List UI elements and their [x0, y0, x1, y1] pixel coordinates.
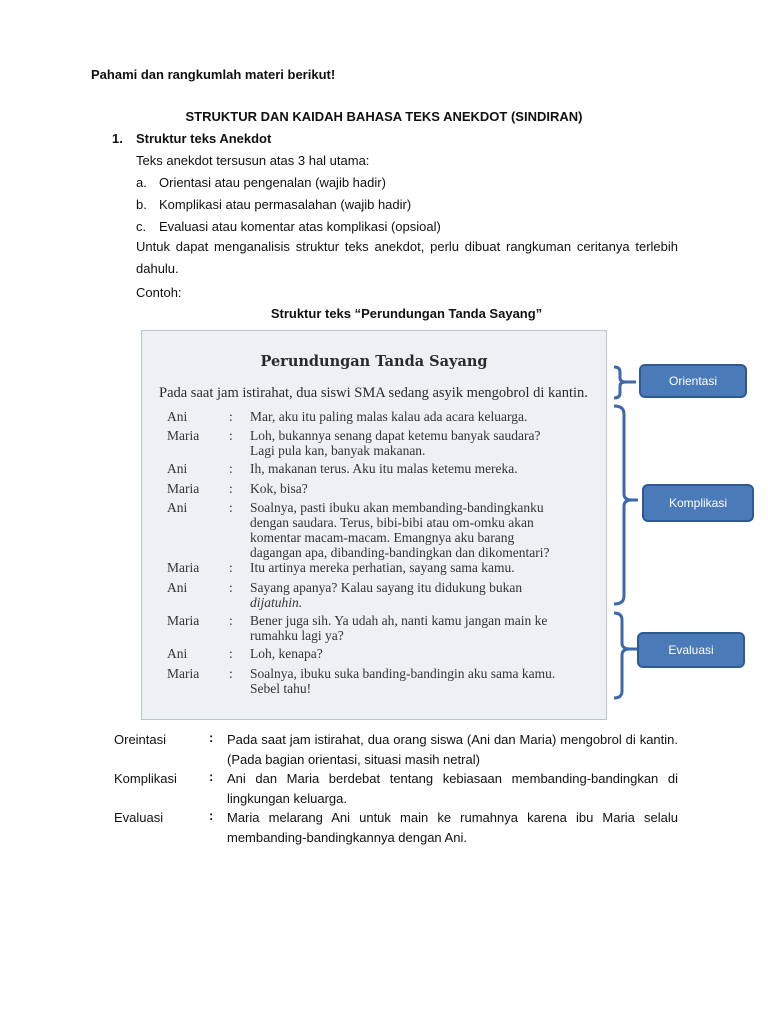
- dialogue-speaker: Maria: [167, 428, 200, 443]
- story-title: Perundungan Tanda Sayang: [260, 353, 488, 370]
- dialogue-line: Loh, bukannya senang dapat ketemu banyak saudara?: [250, 428, 541, 443]
- section-intro: Teks anekdot tersusun atas 3 hal utama:: [136, 153, 370, 168]
- section-number: 1.: [112, 131, 123, 146]
- example-label: Contoh:: [136, 285, 182, 300]
- dialogue-colon: :: [229, 409, 233, 424]
- dialogue-colon: :: [229, 613, 233, 628]
- dialogue-line: Soalnya, ibuku suka banding-bandingin aku sama kamu.: [250, 666, 556, 681]
- komplikasi-bracket: [614, 406, 632, 604]
- list-marker-a: a.: [136, 175, 147, 190]
- dialogue-line: rumahku lagi ya?: [250, 628, 344, 643]
- figure-caption: Struktur teks “Perundungan Tanda Sayang”: [270, 306, 543, 321]
- dialogue-line: Loh, kenapa?: [250, 646, 323, 661]
- dialogue-line: dengan saudara. Terus, bibi-bibi atau om-omku akan: [250, 515, 534, 530]
- bracket-graphic: [608, 360, 638, 710]
- dialogue-colon: :: [229, 646, 233, 661]
- list-item-c: Evaluasi atau komentar atas komplikasi (opsioal): [159, 219, 441, 234]
- summary-sep: :: [209, 769, 214, 784]
- summary-key: Komplikasi: [114, 771, 177, 786]
- dialogue-speaker: Maria: [167, 666, 200, 681]
- dialogue-line: Itu artinya mereka perhatian, sayang sama kamu.: [250, 560, 515, 575]
- summary-sep: :: [209, 730, 214, 745]
- story-figure: [141, 330, 607, 720]
- evaluasi-bracket: [614, 613, 630, 698]
- dialogue-line: Sayang apanya? Kalau sayang itu didukung bukan: [250, 580, 523, 595]
- dialogue-colon: :: [229, 461, 233, 476]
- dialogue-colon: :: [229, 666, 233, 681]
- dialogue-line: Lagi pula kan, banyak makanan.: [250, 443, 426, 458]
- dialogue-line: dijatuhin.: [250, 595, 303, 610]
- dialogue-speaker: Ani: [167, 461, 188, 476]
- dialogue-line: Mar, aku itu paling malas kalau ada acara keluarga.: [250, 409, 528, 424]
- list-item-a: Orientasi atau pengenalan (wajib hadir): [159, 175, 386, 190]
- label-orientasi: Orientasi: [639, 364, 747, 398]
- dialogue-colon: :: [229, 500, 233, 515]
- dialogue-line: Bener juga sih. Ya udah ah, nanti kamu jangan main ke: [250, 613, 548, 628]
- dialogue-speaker: Ani: [167, 580, 188, 595]
- list-item-b: Komplikasi atau permasalahan (wajib hadir): [159, 197, 412, 212]
- summary-value: Maria melarang Ani untuk main ke rumahnya karena ibu Maria selalu membanding-bandingkannya dengan Ani.: [227, 810, 678, 845]
- summary-sep: :: [209, 808, 214, 823]
- instruction-text: Pahami dan rangkumlah materi berikut!: [91, 67, 336, 82]
- main-title: STRUKTUR DAN KAIDAH BAHASA TEKS ANEKDOT (SINDIRAN): [185, 109, 583, 124]
- list-marker-b: b.: [136, 197, 147, 212]
- dialogue-line: komentar macam-macam. Emangnya aku barang: [250, 530, 515, 545]
- section-paragraph: Untuk dapat menganalisis struktur teks anekdot, perlu dibuat rangkuman ceritanya terlebih dahulu.: [136, 239, 678, 276]
- summary-key: Oreintasi: [114, 732, 167, 747]
- orientasi-bracket: [614, 367, 626, 398]
- dialogue-colon: :: [229, 580, 233, 595]
- dialogue-speaker: Ani: [167, 409, 188, 424]
- dialogue-speaker: Ani: [167, 500, 188, 515]
- dialogue-line: dagangan apa, dibanding-bandingkan dan dikomentari?: [250, 545, 550, 560]
- dialogue-colon: :: [229, 481, 233, 496]
- dialogue-line: Ih, makanan terus. Aku itu malas ketemu mereka.: [250, 461, 518, 476]
- dialogue-speaker: Maria: [167, 560, 200, 575]
- dialogue-colon: :: [229, 560, 233, 575]
- dialogue-speaker: Maria: [167, 613, 200, 628]
- summary-value: Ani dan Maria berdebat tentang kebiasaan membanding-bandingkan di lingkungan keluarga.: [227, 771, 678, 806]
- dialogue-colon: :: [229, 428, 233, 443]
- dialogue-speaker: Maria: [167, 481, 200, 496]
- section-title: Struktur teks Anekdot: [136, 131, 272, 146]
- label-evaluasi: Evaluasi: [637, 632, 745, 668]
- dialogue-line: Kok, bisa?: [250, 481, 308, 496]
- dialogue-speaker: Ani: [167, 646, 188, 661]
- dialogue-line: Sebel tahu!: [250, 681, 312, 696]
- label-komplikasi: Komplikasi: [642, 484, 754, 522]
- summary-key: Evaluasi: [114, 810, 164, 825]
- summary-value: Pada saat jam istirahat, dua orang siswa (Ani dan Maria) mengobrol di kantin. (Pada bagian orientasi, situasi masih netral): [227, 732, 678, 767]
- story-intro: Pada saat jam istirahat, dua siswi SMA sedang asyik mengobrol di kantin.: [159, 385, 588, 401]
- list-marker-c: c.: [136, 219, 147, 234]
- dialogue-line: Soalnya, pasti ibuku akan membanding-bandingkanku: [250, 500, 544, 515]
